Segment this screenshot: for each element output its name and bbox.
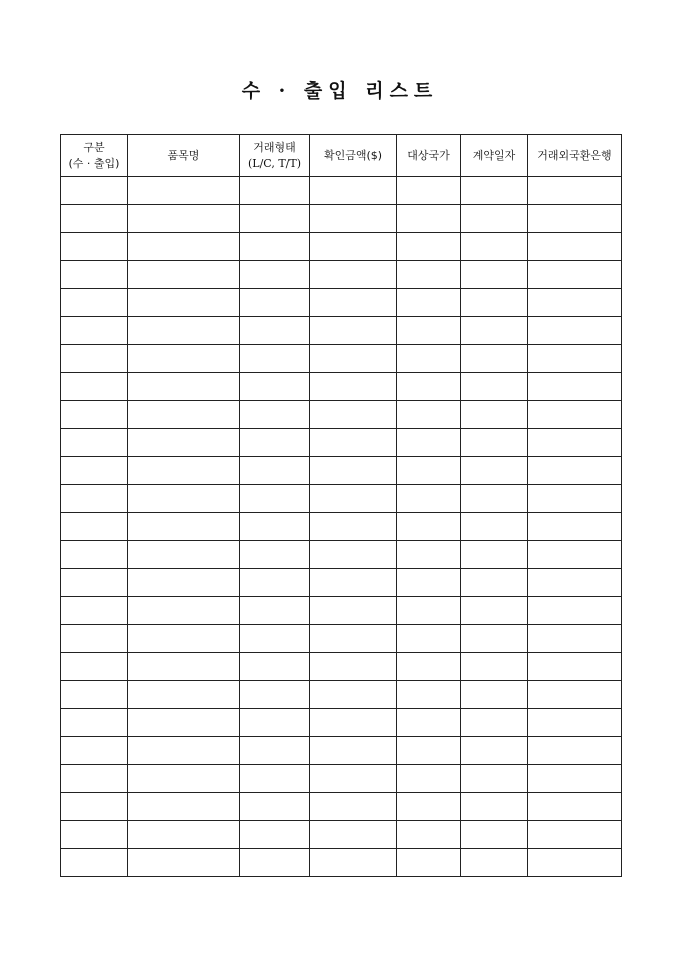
- table-cell[interactable]: [461, 177, 528, 205]
- table-cell[interactable]: [397, 177, 461, 205]
- table-cell[interactable]: [240, 653, 310, 681]
- table-cell[interactable]: [240, 401, 310, 429]
- header-contract-date: 계약일자: [461, 135, 528, 177]
- table-cell[interactable]: [310, 513, 397, 541]
- table-cell[interactable]: [397, 793, 461, 821]
- table-cell[interactable]: [240, 457, 310, 485]
- table-cell[interactable]: [61, 653, 128, 681]
- table-cell[interactable]: [310, 709, 397, 737]
- table-cell[interactable]: [528, 485, 622, 513]
- header-category-line1: 구분: [83, 140, 105, 154]
- table-cell[interactable]: [128, 821, 240, 849]
- table-cell[interactable]: [310, 205, 397, 233]
- table-row: [61, 737, 622, 765]
- table-cell[interactable]: [461, 793, 528, 821]
- table-cell[interactable]: [128, 541, 240, 569]
- table-cell[interactable]: [397, 485, 461, 513]
- table-cell[interactable]: [61, 345, 128, 373]
- table-cell[interactable]: [397, 317, 461, 345]
- table-cell[interactable]: [310, 429, 397, 457]
- table-cell[interactable]: [461, 513, 528, 541]
- table-row: [61, 625, 622, 653]
- table-cell[interactable]: [310, 821, 397, 849]
- table-cell[interactable]: [528, 401, 622, 429]
- table-cell[interactable]: [310, 541, 397, 569]
- table-cell[interactable]: [61, 793, 128, 821]
- table-cell[interactable]: [528, 373, 622, 401]
- table-cell[interactable]: [397, 345, 461, 373]
- table-cell[interactable]: [61, 401, 128, 429]
- table-cell[interactable]: [61, 485, 128, 513]
- table-cell[interactable]: [461, 457, 528, 485]
- table-cell[interactable]: [461, 541, 528, 569]
- table-cell[interactable]: [128, 345, 240, 373]
- table-cell[interactable]: [128, 457, 240, 485]
- header-foreign-exchange-bank: 거래외국환은행: [528, 135, 622, 177]
- table-cell[interactable]: [240, 793, 310, 821]
- table-row: [61, 177, 622, 205]
- table-cell[interactable]: [310, 597, 397, 625]
- table-cell[interactable]: [310, 261, 397, 289]
- table-cell[interactable]: [128, 429, 240, 457]
- table-cell[interactable]: [240, 737, 310, 765]
- table-cell[interactable]: [128, 317, 240, 345]
- table-cell[interactable]: [240, 485, 310, 513]
- table-cell[interactable]: [61, 821, 128, 849]
- table-row: [61, 681, 622, 709]
- table-cell[interactable]: [461, 233, 528, 261]
- table-cell[interactable]: [128, 737, 240, 765]
- table-cell[interactable]: [240, 317, 310, 345]
- table-cell[interactable]: [461, 401, 528, 429]
- table-cell[interactable]: [61, 429, 128, 457]
- table-row: [61, 765, 622, 793]
- table-cell[interactable]: [240, 625, 310, 653]
- table-cell[interactable]: [528, 541, 622, 569]
- table-cell[interactable]: [128, 849, 240, 877]
- table-cell[interactable]: [310, 289, 397, 317]
- table-cell[interactable]: [461, 625, 528, 653]
- table-cell[interactable]: [528, 821, 622, 849]
- header-category: [61, 135, 128, 177]
- table-cell[interactable]: [240, 289, 310, 317]
- table-cell[interactable]: [528, 793, 622, 821]
- table-cell[interactable]: [240, 513, 310, 541]
- table-cell[interactable]: [461, 373, 528, 401]
- table-cell[interactable]: [128, 261, 240, 289]
- table-cell[interactable]: [461, 681, 528, 709]
- table-cell[interactable]: [397, 261, 461, 289]
- table-cell[interactable]: [397, 821, 461, 849]
- table-row: [61, 821, 622, 849]
- table-cell[interactable]: [397, 709, 461, 737]
- table-cell[interactable]: [240, 261, 310, 289]
- table-cell[interactable]: [310, 793, 397, 821]
- table-cell[interactable]: [240, 681, 310, 709]
- table-cell[interactable]: [461, 765, 528, 793]
- table-cell[interactable]: [240, 233, 310, 261]
- table-cell[interactable]: [61, 625, 128, 653]
- table-cell[interactable]: [397, 541, 461, 569]
- table-row: [61, 569, 622, 597]
- table-cell[interactable]: [528, 429, 622, 457]
- table-cell[interactable]: [310, 737, 397, 765]
- table-cell[interactable]: [61, 457, 128, 485]
- table-cell[interactable]: [128, 625, 240, 653]
- table-cell[interactable]: [128, 709, 240, 737]
- table-cell[interactable]: [528, 205, 622, 233]
- table-cell[interactable]: [461, 737, 528, 765]
- table-cell[interactable]: [397, 765, 461, 793]
- table-cell[interactable]: [397, 401, 461, 429]
- header-category-line2: (수 · 출입): [68, 156, 120, 170]
- table-cell[interactable]: [528, 345, 622, 373]
- table-cell[interactable]: [461, 849, 528, 877]
- table-cell[interactable]: [310, 569, 397, 597]
- table-cell[interactable]: [461, 289, 528, 317]
- table-cell[interactable]: [240, 849, 310, 877]
- table-cell[interactable]: [310, 317, 397, 345]
- table-cell[interactable]: [397, 513, 461, 541]
- table-cell[interactable]: [461, 709, 528, 737]
- table-cell[interactable]: [61, 317, 128, 345]
- table-cell[interactable]: [128, 597, 240, 625]
- table-cell[interactable]: [528, 317, 622, 345]
- header-row: [61, 135, 622, 177]
- header-transaction-type: [240, 135, 310, 177]
- table-cell[interactable]: [240, 205, 310, 233]
- header-item-name: 품목명: [128, 135, 240, 177]
- table-cell[interactable]: [61, 233, 128, 261]
- table-row: [61, 849, 622, 877]
- table-cell[interactable]: [128, 569, 240, 597]
- table-cell[interactable]: [461, 429, 528, 457]
- table-cell[interactable]: [461, 345, 528, 373]
- table-cell[interactable]: [240, 821, 310, 849]
- table-cell[interactable]: [397, 289, 461, 317]
- table-cell[interactable]: [397, 457, 461, 485]
- table-cell[interactable]: [128, 513, 240, 541]
- table-cell[interactable]: [61, 261, 128, 289]
- table-cell[interactable]: [528, 177, 622, 205]
- table-cell[interactable]: [528, 765, 622, 793]
- table-cell[interactable]: [461, 597, 528, 625]
- table-cell[interactable]: [528, 849, 622, 877]
- table-cell[interactable]: [310, 485, 397, 513]
- table-cell[interactable]: [461, 205, 528, 233]
- table-row: [61, 345, 622, 373]
- table-cell[interactable]: [128, 793, 240, 821]
- table-cell[interactable]: [397, 681, 461, 709]
- table-cell[interactable]: [528, 261, 622, 289]
- table-cell[interactable]: [461, 653, 528, 681]
- table-cell[interactable]: [397, 653, 461, 681]
- table-cell[interactable]: [61, 177, 128, 205]
- header-confirmed-amount: 확인금액($): [310, 135, 397, 177]
- table-row: [61, 429, 622, 457]
- table-row: [61, 205, 622, 233]
- table-cell[interactable]: [461, 485, 528, 513]
- table-cell[interactable]: [528, 569, 622, 597]
- header-transaction-type-line2: (L/C, T/T): [248, 156, 301, 170]
- table-cell[interactable]: [528, 681, 622, 709]
- table-cell[interactable]: [240, 429, 310, 457]
- table-row: [61, 653, 622, 681]
- table-cell[interactable]: [128, 681, 240, 709]
- table-cell[interactable]: [310, 345, 397, 373]
- table-cell[interactable]: [240, 569, 310, 597]
- table-row: [61, 513, 622, 541]
- table-cell[interactable]: [528, 625, 622, 653]
- table-cell[interactable]: [528, 457, 622, 485]
- table-row: [61, 597, 622, 625]
- table-cell[interactable]: [128, 233, 240, 261]
- table-cell[interactable]: [310, 765, 397, 793]
- table-cell[interactable]: [310, 625, 397, 653]
- table-cell[interactable]: [397, 205, 461, 233]
- table-cell[interactable]: [240, 541, 310, 569]
- table-cell[interactable]: [61, 513, 128, 541]
- table-cell[interactable]: [528, 233, 622, 261]
- table-cell[interactable]: [240, 373, 310, 401]
- page-title: 수 · 출입 리스트: [241, 80, 439, 102]
- table-cell[interactable]: [397, 737, 461, 765]
- table-cell[interactable]: [61, 709, 128, 737]
- table-cell[interactable]: [61, 737, 128, 765]
- table-row: [61, 261, 622, 289]
- table-cell[interactable]: [310, 849, 397, 877]
- table-cell[interactable]: [128, 289, 240, 317]
- table-cell[interactable]: [310, 401, 397, 429]
- table-cell[interactable]: [310, 681, 397, 709]
- table-cell[interactable]: [240, 345, 310, 373]
- table-cell[interactable]: [397, 429, 461, 457]
- table-cell[interactable]: [61, 849, 128, 877]
- table-cell[interactable]: [310, 233, 397, 261]
- table-cell[interactable]: [310, 373, 397, 401]
- table-cell[interactable]: [61, 597, 128, 625]
- table-row: [61, 233, 622, 261]
- table-cell[interactable]: [310, 177, 397, 205]
- table-row: [61, 709, 622, 737]
- table-cell[interactable]: [528, 513, 622, 541]
- table-cell[interactable]: [397, 233, 461, 261]
- table-cell[interactable]: [61, 289, 128, 317]
- table-row: [61, 541, 622, 569]
- table-cell[interactable]: [310, 653, 397, 681]
- table-cell[interactable]: [240, 765, 310, 793]
- table-row: [61, 457, 622, 485]
- table-cell[interactable]: [310, 457, 397, 485]
- import-export-list-table: [60, 134, 622, 877]
- table-cell[interactable]: [397, 625, 461, 653]
- header-target-country: 대상국가: [397, 135, 461, 177]
- table-cell[interactable]: [461, 569, 528, 597]
- table-cell[interactable]: [461, 261, 528, 289]
- table-body: [61, 177, 622, 877]
- table-cell[interactable]: [397, 597, 461, 625]
- table-cell[interactable]: [397, 373, 461, 401]
- table-row: [61, 401, 622, 429]
- table-cell[interactable]: [397, 569, 461, 597]
- table-cell[interactable]: [461, 821, 528, 849]
- table-cell[interactable]: [397, 849, 461, 877]
- table-cell[interactable]: [240, 597, 310, 625]
- table-cell[interactable]: [240, 709, 310, 737]
- table-row: [61, 793, 622, 821]
- header-transaction-type-line1: 거래형태: [253, 140, 296, 154]
- table-cell[interactable]: [61, 681, 128, 709]
- table-cell[interactable]: [128, 485, 240, 513]
- table-cell[interactable]: [461, 317, 528, 345]
- table-cell[interactable]: [128, 653, 240, 681]
- table-cell[interactable]: [128, 373, 240, 401]
- table-row: [61, 289, 622, 317]
- table-cell[interactable]: [528, 597, 622, 625]
- table-cell[interactable]: [61, 569, 128, 597]
- table-cell[interactable]: [128, 177, 240, 205]
- table-cell[interactable]: [240, 177, 310, 205]
- table-cell[interactable]: [528, 709, 622, 737]
- table-cell[interactable]: [528, 737, 622, 765]
- table-row: [61, 485, 622, 513]
- table-row: [61, 373, 622, 401]
- table-cell[interactable]: [528, 289, 622, 317]
- table-cell[interactable]: [128, 765, 240, 793]
- table-cell[interactable]: [128, 401, 240, 429]
- table-cell[interactable]: [528, 653, 622, 681]
- table-cell[interactable]: [61, 765, 128, 793]
- table-cell[interactable]: [128, 205, 240, 233]
- table-cell[interactable]: [61, 205, 128, 233]
- table-cell[interactable]: [61, 373, 128, 401]
- table-cell[interactable]: [61, 541, 128, 569]
- table-row: [61, 317, 622, 345]
